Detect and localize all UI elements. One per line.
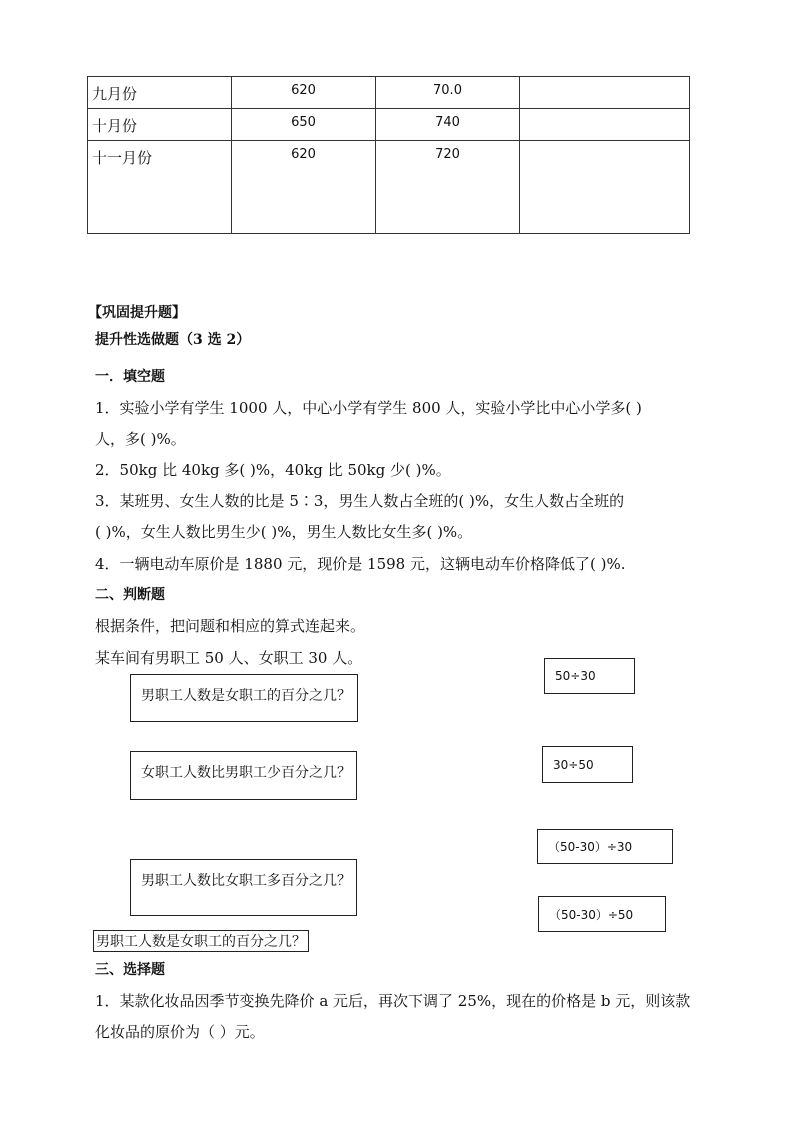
section-title: 【巩固提升题】: [88, 305, 186, 321]
question-4: 4．一辆电动车原价是 1880 元，现价是 1598 元，这辆电动车价格降低了( )%.: [95, 555, 626, 573]
question-box-2[interactable]: 女职工人数比男职工少百分之几？: [130, 751, 357, 800]
table-cell-empty: [520, 141, 690, 234]
part1-heading: 一．填空题: [95, 369, 165, 385]
choice-question-1-line1: 1．某款化妆品因季节变换先降价 a 元后，再次下调了 25%，现在的价格是 b 元，则该款: [95, 992, 691, 1010]
table-row: [88, 109, 690, 141]
table-cell-month: 九月份: [88, 77, 232, 109]
question-1-line1: 1．实验小学有学生 1000 人，中心小学有学生 800 人，实验小学比中心小学多( ): [95, 399, 642, 417]
part2-instruction: 根据条件，把问题和相应的算式连起来。: [95, 617, 366, 635]
table-cell-month: 十月份: [88, 109, 232, 141]
boxed-question-text: 男职工人数是女职工的百分之几？: [93, 930, 309, 952]
table-cell: 620: [232, 141, 376, 234]
question-1-line2: 人，多( )%。: [95, 430, 186, 448]
table-cell: 620: [232, 77, 376, 109]
table-cell-empty: [520, 77, 690, 109]
question-box-3[interactable]: 男职工人数比女职工多百分之几？: [130, 859, 357, 916]
expression-box-2[interactable]: 30÷50: [542, 746, 633, 783]
choice-question-1-line2: 化妆品的原价为（ ）元。: [95, 1023, 265, 1041]
part2-condition: 某车间有男职工 50 人、女职工 30 人。: [95, 649, 363, 667]
question-3-line1: 3．某班男、女生人数的比是 5∶3，男生人数占全班的( )%，女生人数占全班的: [95, 492, 625, 510]
table-cell: 70.0: [376, 77, 520, 109]
expression-box-1[interactable]: 50÷30: [544, 658, 635, 694]
table-row: [88, 141, 690, 234]
part3-heading: 三、选择题: [95, 962, 165, 978]
expression-box-3[interactable]: （50-30）÷30: [537, 829, 673, 864]
table-cell: 720: [376, 141, 520, 234]
sub-title: 提升性选做题（3 选 2）: [95, 332, 251, 348]
expression-box-4[interactable]: （50-30）÷50: [538, 896, 666, 932]
data-table: [87, 76, 690, 234]
table-cell-empty: [520, 109, 690, 141]
table-cell: 650: [232, 109, 376, 141]
table-row: [88, 77, 690, 109]
question-3-line2: ( )%，女生人数比男生少( )%，男生人数比女生多( )%。: [95, 523, 473, 541]
table-cell-month: 十一月份: [88, 141, 232, 234]
table-cell: 740: [376, 109, 520, 141]
question-box-1[interactable]: 男职工人数是女职工的百分之几？: [130, 674, 358, 722]
part2-heading: 二、判断题: [95, 587, 165, 603]
question-2: 2．50kg 比 40kg 多( )%，40kg 比 50kg 少( )%。: [95, 461, 451, 479]
